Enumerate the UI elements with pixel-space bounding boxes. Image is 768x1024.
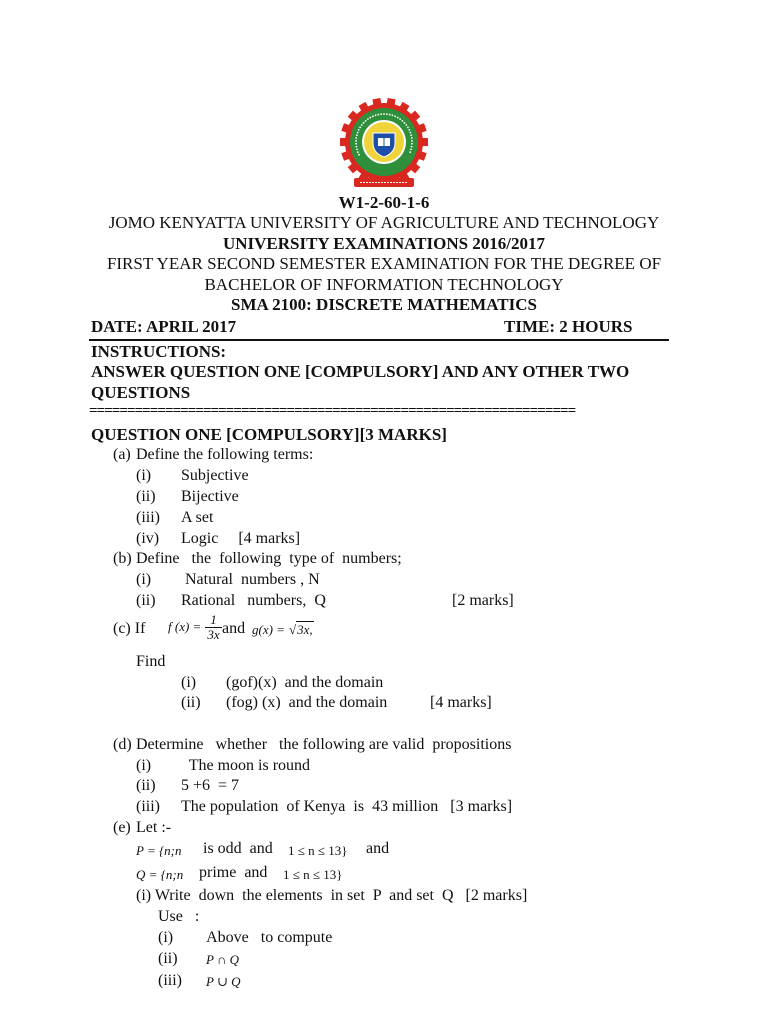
part-a-item-text: Subjective — [181, 467, 249, 484]
part-d-item-text: The moon is round — [185, 757, 311, 774]
university-logo — [330, 98, 438, 190]
part-b-text: Define the following type of numbers; — [136, 550, 402, 567]
part-e-label: (e) — [113, 819, 131, 836]
logo-lettering-mark — [355, 146, 357, 148]
logo-lettering-mark — [386, 113, 388, 115]
part-a-item-num: (i) — [136, 467, 152, 484]
part-d-item-num: (ii) — [136, 777, 156, 794]
part-d-item-text: 5 +6 = 7 — [181, 777, 240, 794]
exam-code: W1-2-60-1-6 — [338, 193, 430, 212]
logo-lettering-mark — [409, 132, 411, 134]
part-e-item-num: (i) — [158, 929, 174, 946]
logo-lettering-mark — [356, 148, 358, 150]
logo-lettering-mark — [404, 122, 406, 124]
logo-lettering-mark — [407, 126, 409, 128]
part-e-item-num: (ii) — [158, 950, 178, 967]
logo-lettering-mark — [363, 122, 365, 124]
logo-lettering-mark — [355, 143, 357, 145]
part-b-item-num: (ii) — [136, 592, 156, 609]
logo-lettering-mark — [372, 115, 374, 117]
logo-lettering-mark — [392, 114, 394, 116]
set-p-range: 1 ≤ n ≤ 13} — [288, 843, 348, 858]
f-fraction — [205, 613, 221, 642]
part-c-find: Find — [136, 653, 166, 670]
part-a-item-text: Logic [4 marks] — [181, 530, 301, 547]
part-d-item-num: (i) — [136, 757, 152, 774]
set-p-definition: P = {n;n — [136, 843, 182, 858]
set-p-condition: is odd and — [203, 840, 273, 857]
part-c-item-num: (i) — [181, 674, 197, 691]
part-c-item-num: (ii) — [181, 694, 201, 711]
logo-lettering-mark — [405, 124, 407, 126]
university-name: JOMO KENYATTA UNIVERSITY OF AGRICULTURE AND TECHNOLOGY — [108, 213, 660, 232]
part-a-label: (a) — [113, 446, 131, 463]
part-d-item-text: The population of Kenya is 43 million [3 marks] — [181, 798, 513, 815]
logo-lettering-mark — [408, 129, 410, 131]
g-lhs: g(x) = — [252, 622, 285, 637]
semester-line-1: FIRST YEAR SECOND SEMESTER EXAMINATION FOR THE DEGREE OF — [106, 254, 662, 273]
logo-lettering-mark — [358, 129, 360, 131]
part-a-item-text: Bijective — [181, 488, 239, 505]
logo-lettering-mark — [365, 120, 367, 122]
part-d-text: Determine whether the following are valid propositions — [136, 736, 512, 753]
set-q-condition: prime and — [199, 864, 268, 881]
part-c-and: and — [222, 620, 246, 637]
exam-date: DATE: APRIL 2017 — [91, 317, 237, 336]
intersection-expression: P ∩ Q — [206, 952, 239, 967]
part-b-item-text: Natural numbers , N — [181, 571, 320, 588]
part-e-use: Use : — [158, 908, 200, 925]
course-title: SMA 2100: DISCRETE MATHEMATICS — [231, 295, 537, 314]
logo-lettering-mark — [389, 114, 391, 116]
logo-lettering-mark — [355, 137, 357, 139]
logo-lettering-mark — [355, 140, 357, 142]
f-denominator: 3x — [207, 627, 220, 642]
exam-time: TIME: 2 HOURS — [504, 317, 633, 336]
instructions-line-1: ANSWER QUESTION ONE [COMPULSORY] AND ANY OTHER TWO — [91, 362, 630, 381]
part-a-item-num: (iv) — [136, 530, 160, 547]
logo-lettering-mark — [356, 134, 358, 136]
logo-lettering-mark — [394, 115, 396, 117]
part-c-item-text: (gof)(x) and the domain — [226, 674, 384, 691]
part-a-item-num: (ii) — [136, 488, 156, 505]
part-a-item-num: (iii) — [136, 509, 160, 526]
f-numerator: 1 — [205, 613, 221, 628]
logo-lettering-mark — [411, 137, 413, 139]
part-b-marks: [2 marks] — [452, 592, 514, 609]
f-lhs: f (x) = — [168, 619, 202, 635]
logo-lettering-mark — [367, 118, 369, 120]
set-p-and: and — [366, 840, 390, 857]
logo-lettering-mark — [375, 114, 377, 116]
logo-lettering-mark — [358, 154, 360, 156]
logo-lettering-mark — [411, 140, 413, 142]
part-b-label: (b) — [113, 550, 132, 567]
part-b-item-num: (i) — [136, 571, 152, 588]
part-d-label: (d) — [113, 736, 132, 753]
logo-lettering-mark — [357, 151, 359, 153]
logo-lettering-mark — [410, 134, 412, 136]
part-c-label: (c) If — [113, 620, 146, 637]
part-e-write: (i) Write down the elements in set P and set Q [2 marks] — [136, 887, 528, 904]
sqrt-sign: √ — [288, 622, 297, 637]
logo-lettering-mark — [357, 132, 359, 134]
part-c-marks: [4 marks] — [430, 694, 492, 711]
logo-lettering-mark — [411, 143, 413, 145]
part-a-text: Define the following terms: — [136, 446, 314, 463]
logo-lettering-mark — [383, 113, 385, 115]
part-d-item-num: (iii) — [136, 798, 160, 815]
part-c-item-text: (fog) (x) and the domain — [226, 694, 388, 711]
logo-lettering-mark — [409, 151, 411, 153]
union-expression: P ∪ Q — [206, 974, 241, 989]
logo-lettering-mark — [410, 148, 412, 150]
part-b-item-text: Rational numbers, Q — [181, 592, 326, 609]
logo-lettering-mark — [359, 126, 361, 128]
logo-lettering-mark — [399, 118, 401, 120]
logo-lettering-mark — [377, 114, 379, 116]
function-g-definition — [252, 621, 314, 639]
part-a-item-text: A set — [181, 509, 214, 526]
g-radicand: 3x, — [297, 622, 313, 637]
exam-title: UNIVERSITY EXAMINATIONS 2016/2017 — [222, 234, 546, 253]
header-divider — [89, 339, 669, 341]
logo-lettering-mark — [380, 113, 382, 115]
instructions-title: INSTRUCTIONS: — [91, 342, 227, 361]
part-e-item-num: (iii) — [158, 972, 182, 989]
logo-lettering-mark — [411, 146, 413, 148]
function-f-definition — [168, 613, 222, 642]
part-e-item-text: Above to compute — [203, 929, 333, 946]
instructions-line-2: QUESTIONS — [91, 383, 191, 402]
logo-lettering-mark — [397, 117, 399, 119]
separator-line: ================================================================ — [89, 403, 576, 419]
logo-lettering-mark — [401, 120, 403, 122]
logo-lettering-mark — [369, 117, 371, 119]
part-e-text: Let :- — [136, 819, 172, 836]
semester-line-2: BACHELOR OF INFORMATION TECHNOLOGY — [204, 275, 564, 294]
set-q-range: 1 ≤ n ≤ 13} — [283, 867, 343, 882]
logo-lettering-mark — [361, 124, 363, 126]
set-q-definition: Q = {n;n — [136, 867, 184, 882]
question-one-title: QUESTION ONE [COMPULSORY][3 MARKS] — [91, 425, 447, 444]
